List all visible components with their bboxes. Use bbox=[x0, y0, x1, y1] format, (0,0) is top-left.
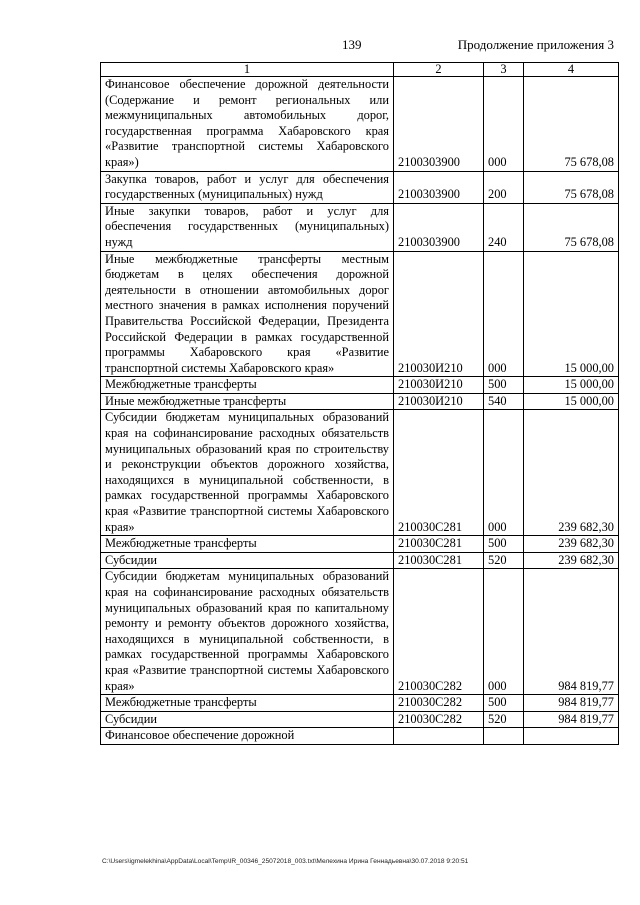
row-amount-cell: 15 000,00 bbox=[524, 393, 619, 410]
row-code-cell: 210030И210 bbox=[394, 377, 484, 394]
table-row bbox=[101, 728, 619, 745]
table-row bbox=[101, 711, 619, 728]
row-amount-cell: 75 678,08 bbox=[524, 77, 619, 172]
table-row bbox=[101, 569, 619, 695]
row-code-cell: 210030И210 bbox=[394, 393, 484, 410]
row-code-cell: 2100303900 bbox=[394, 203, 484, 251]
row-amount-cell: 239 682,30 bbox=[524, 410, 619, 536]
table-row bbox=[101, 171, 619, 203]
row-type-cell: 200 bbox=[484, 171, 524, 203]
row-amount-cell: 15 000,00 bbox=[524, 251, 619, 377]
row-amount-cell: 239 682,30 bbox=[524, 536, 619, 553]
table-row bbox=[101, 410, 619, 536]
row-name-cell: Закупка товаров, работ и услуг для обеспечения государственных (муниципальных) нужд bbox=[101, 171, 394, 203]
row-type-cell: 000 bbox=[484, 410, 524, 536]
row-code-cell: 210030С282 bbox=[394, 695, 484, 712]
row-type-cell: 540 bbox=[484, 393, 524, 410]
row-code-cell: 210030С281 bbox=[394, 410, 484, 536]
page-number: 139 bbox=[342, 37, 362, 52]
column-header-2: 2 bbox=[394, 63, 484, 77]
table-row bbox=[101, 203, 619, 251]
column-header-1: 1 bbox=[101, 63, 394, 77]
document-footer-path: C:\Users\igmelekhina\AppData\Local\Temp\IR_00346_25072018_003.txt\Мелехина Ирина Геннадьевна\30.07.2018 9:20:51 bbox=[102, 858, 469, 865]
row-type-cell: 240 bbox=[484, 203, 524, 251]
column-header-4: 4 bbox=[524, 63, 619, 77]
row-name-cell: Финансовое обеспечение дорожной деятельности (Содержание и ремонт региональных или межмуниципальных автомобильных дорог, государственная программа Хабаровского края «Развитие транспортной системы Хабаровского края») bbox=[101, 77, 394, 172]
table-row bbox=[101, 552, 619, 569]
row-name-cell: Межбюджетные трансферты bbox=[101, 536, 394, 553]
table-row bbox=[101, 77, 619, 172]
row-code-cell: 2100303900 bbox=[394, 171, 484, 203]
row-name-cell: Субсидии бюджетам муниципальных образований края на софинансирование расходных обязательств муниципальных образований края по капитальному ремонту и ремонту объектов дорожного хозяйства, находящихся в муниципальной собственности, в рамках государственной программы Хабаровского края «Развитие транспортной системы Хабаровского края» bbox=[101, 569, 394, 695]
row-type-cell bbox=[484, 728, 524, 745]
table-header-row bbox=[101, 63, 619, 77]
row-amount-cell: 984 819,77 bbox=[524, 711, 619, 728]
row-amount-cell: 239 682,30 bbox=[524, 552, 619, 569]
row-type-cell: 500 bbox=[484, 695, 524, 712]
row-code-cell: 210030С282 bbox=[394, 569, 484, 695]
budget-table bbox=[100, 62, 619, 745]
row-name-cell: Иные закупки товаров, работ и услуг для обеспечения государственных (муниципальных) нужд bbox=[101, 203, 394, 251]
table-row bbox=[101, 251, 619, 377]
row-name-cell: Субсидии bbox=[101, 711, 394, 728]
row-type-cell: 520 bbox=[484, 711, 524, 728]
row-amount-cell: 984 819,77 bbox=[524, 695, 619, 712]
table-row bbox=[101, 695, 619, 712]
table-row bbox=[101, 536, 619, 553]
appendix-label: Продолжение приложения 3 bbox=[457, 37, 614, 52]
row-amount-cell: 75 678,08 bbox=[524, 171, 619, 203]
column-header-3: 3 bbox=[484, 63, 524, 77]
table-row bbox=[101, 377, 619, 394]
row-type-cell: 000 bbox=[484, 77, 524, 172]
row-name-cell: Иные межбюджетные трансферты местным бюджетам в целях обеспечения дорожной деятельности в отношении автомобильных дорог местного значения в рамках исполнения поручений Правительства Российской Федерации, Президента Российской Федерации в рамках государственной программы Хабаровского края «Развитие транспортной системы Хабаровского края» bbox=[101, 251, 394, 377]
row-name-cell: Субсидии bbox=[101, 552, 394, 569]
row-name-cell: Иные межбюджетные трансферты bbox=[101, 393, 394, 410]
row-amount-cell bbox=[524, 728, 619, 745]
row-type-cell: 500 bbox=[484, 377, 524, 394]
row-code-cell bbox=[394, 728, 484, 745]
table-row bbox=[101, 393, 619, 410]
row-name-cell: Финансовое обеспечение дорожной bbox=[101, 728, 394, 745]
row-amount-cell: 75 678,08 bbox=[524, 203, 619, 251]
row-type-cell: 000 bbox=[484, 569, 524, 695]
row-name-cell: Межбюджетные трансферты bbox=[101, 695, 394, 712]
row-code-cell: 210030С282 bbox=[394, 711, 484, 728]
row-type-cell: 500 bbox=[484, 536, 524, 553]
row-code-cell: 2100303900 bbox=[394, 77, 484, 172]
row-type-cell: 520 bbox=[484, 552, 524, 569]
row-amount-cell: 984 819,77 bbox=[524, 569, 619, 695]
row-code-cell: 210030И210 bbox=[394, 251, 484, 377]
row-name-cell: Субсидии бюджетам муниципальных образований края на софинансирование расходных обязательств муниципальных образований края по строительству и реконструкции объектов дорожного хозяйства, находящихся в муниципальной собственности, в рамках государственной программы Хабаровского края «Развитие транспортной системы Хабаровского края» bbox=[101, 410, 394, 536]
row-code-cell: 210030С281 bbox=[394, 552, 484, 569]
row-code-cell: 210030С281 bbox=[394, 536, 484, 553]
row-amount-cell: 15 000,00 bbox=[524, 377, 619, 394]
row-type-cell: 000 bbox=[484, 251, 524, 377]
row-name-cell: Межбюджетные трансферты bbox=[101, 377, 394, 394]
